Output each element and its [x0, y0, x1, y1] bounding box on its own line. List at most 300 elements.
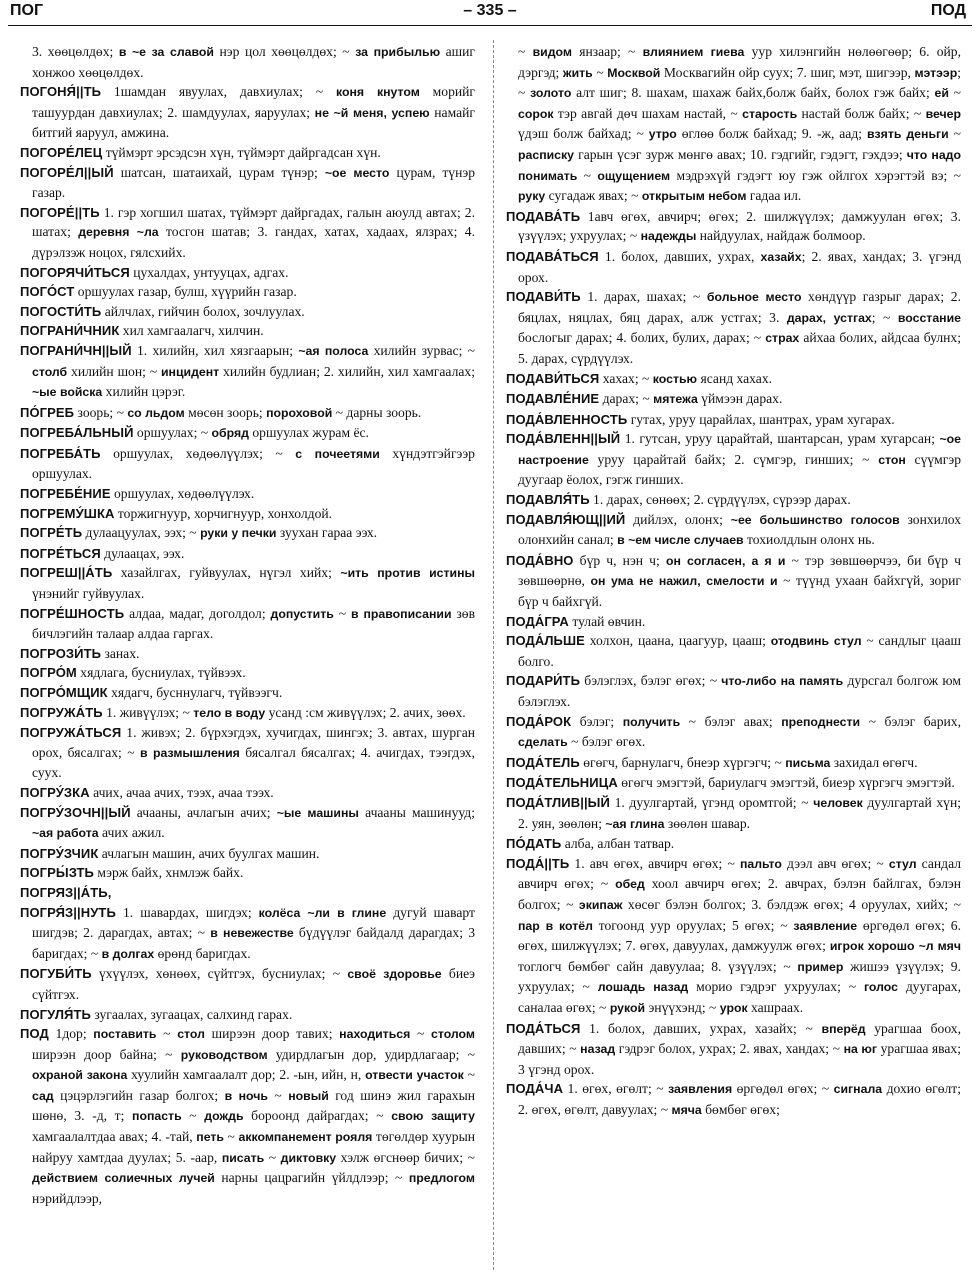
entry-headword: ПО́ГРЕБ: [20, 404, 75, 420]
entry-headword: ПОГРАНИ́ЧН||ЫЙ: [20, 342, 132, 358]
example-phrase: в ~ем числе случаев: [617, 533, 744, 548]
dictionary-entry: [506, 410, 961, 430]
example-phrase: что надо понимать: [518, 147, 961, 183]
example-phrase: руку: [518, 189, 546, 204]
dictionary-entry: [20, 341, 475, 403]
dictionary-entry: [506, 773, 961, 793]
dictionary-entry: [20, 1005, 475, 1025]
entry-text: зоорь; ~: [74, 404, 128, 420]
entry-text: зөв бичлэгийн талаар алдаа гаргах.: [32, 605, 475, 642]
entry-text: өрөнд баригдах.: [154, 945, 251, 961]
dictionary-entry: [20, 302, 475, 322]
entry-text: хэлж өгснөөр бичих; ~: [336, 1149, 475, 1165]
entry-text: өглөө болж байхад; 9. -ж, аад;: [676, 126, 867, 142]
entry-text: зугаалах, зугаацах, салхинд гарах.: [90, 1006, 293, 1022]
entry-text: 3. хөөцөлдөх;: [32, 44, 119, 59]
entry-text: ~: [518, 44, 533, 59]
example-phrase: сделать: [518, 735, 568, 750]
entry-headword: ПОГРУЖА́ТЬ: [20, 704, 103, 720]
entry-text: 1. авч өгөх, авчирч өгөх; ~: [569, 855, 740, 871]
entry-headword: ПОГРО́МЩИК: [20, 685, 108, 700]
entry-text: морио гэдрэг ухруулах; ~: [688, 979, 864, 995]
entry-headword: ПОДАРИ́ТЬ: [506, 673, 581, 689]
right-column: [506, 42, 961, 1276]
dictionary-entry: [506, 834, 961, 854]
example-phrase: ~ить против истины: [340, 566, 475, 581]
entry-headword: ПОДА́ВЛЕННОСТЬ: [506, 411, 628, 427]
example-phrase: инцидент: [160, 364, 220, 379]
entry-text: хилийн будлиан; 2. хилийн, хил хамгаалах;: [219, 363, 475, 379]
entry-text: жишээ үзүүлэх; 9. ухруулах; ~: [518, 958, 961, 995]
example-phrase: устгах: [833, 310, 872, 325]
page-header: [0, 0, 980, 26]
entry-text: тогоонд уур оруулах; 5 өгөх; ~: [592, 917, 794, 933]
entry-text: ~ дарны зоорь.: [332, 404, 422, 420]
entry-text: ачааны машинууд;: [358, 804, 475, 820]
example-phrase: ~ые машины: [276, 805, 359, 820]
entry-text: ясанд хахах.: [697, 370, 773, 386]
entry-text: Москвагийн ойр суух; 7. шиг, мэт, шигээр,: [660, 64, 915, 80]
example-phrase: пальто: [739, 856, 782, 871]
entry-headword: ПОДАВЛЕ́НИЕ: [506, 391, 600, 407]
entry-text: нэр цол хөөцөлдөх; ~: [213, 44, 356, 59]
example-phrase: стол: [177, 1027, 205, 1042]
entry-text: 1. болох, давших, ухрах,: [598, 248, 761, 264]
entry-text: үнэнийг гуйвуулах.: [32, 586, 145, 602]
entry-text: сандал авчирч өгөх; ~: [518, 855, 961, 892]
example-phrase: писать: [221, 1150, 265, 1165]
entry-headword: ПОДА́ВЛЕНН||ЫЙ: [506, 431, 621, 447]
dictionary-entry: [506, 551, 961, 612]
entry-text: тоглогч бөмбөг сайн давуулаа; 8. үзүүлэх; ~: [518, 958, 798, 974]
entry-text: биеэ сүйтгэх.: [32, 966, 475, 1002]
entry-text: урагшаа боох, давших; ~: [518, 1020, 961, 1057]
dictionary-entry: [506, 389, 961, 410]
entry-text: 1. шавардах, шигдэх;: [115, 904, 259, 920]
entry-text: 1. дарах, сөнөөх; 2. сүрдүүлэх, сүрээр дарах.: [589, 492, 851, 508]
entry-text: хоол авчирч өгөх; 2. авчрах, бэлэн байлгах, бэлэн болгох; ~: [518, 876, 961, 912]
entry-text: ~ сандлыг цааш болго.: [518, 633, 961, 669]
dictionary-entry: [20, 321, 475, 341]
entry-text: хөндүүр газрыг дарах; 2. бяцлах, няцлах, бяц дарах, алж устгах; 3.: [518, 289, 961, 325]
example-phrase: диктовку: [280, 1150, 337, 1165]
example-phrase: действием солиечных лучей: [32, 1171, 215, 1186]
entry-text: морийг ташуурдан давхиулах; 2. шамдуулах, яаруулах;: [32, 84, 475, 120]
entry-headword: ПОГУЛЯ́ТЬ: [20, 1006, 91, 1022]
entry-text: дуулгартай хүн; 2. уян, зөөлөн;: [518, 794, 961, 831]
entry-text: ~: [410, 1026, 431, 1042]
dictionary-entry: [20, 783, 475, 803]
entry-headword: ПОГРЕБА́ТЬ: [20, 445, 101, 461]
dictionary-entry: [20, 163, 475, 203]
entry-text: 1. гэр хогшил шатах, түймэрт дайргадах, галын аюулд автах; 2. шатах;: [32, 204, 475, 240]
example-phrase: голос: [863, 980, 898, 995]
entry-text: шатсан, шатаихай, цурам түнэр;: [113, 164, 325, 180]
header-rule: [8, 25, 972, 26]
example-phrase: ~ая полоса: [298, 343, 369, 358]
example-phrase: в ~е за славой: [118, 45, 214, 59]
entry-headword: ПОГРЕ́ТЬ: [20, 525, 83, 541]
entry-text: ~ түүнд ухаан байхгүй, зориг бүр ч байхгүй.: [518, 573, 961, 610]
entry-text: бороонд дайрагдах; ~: [243, 1108, 392, 1124]
entry-text: 1. живэх; 2. бүрхэгдэх, хучигдах, шингэх; 3. автах, шурган орох, бясалгах; ~: [32, 725, 475, 760]
entry-text: дугуй шаварт шигдэв; 2. дарагдах, автах; ~: [32, 904, 475, 941]
entry-text: 1. дуулгартай, үгэнд оромтгой; ~: [609, 794, 814, 810]
entry-text: тосгон шатав; 3. гандах, хатах, хадаах, ялзрах; 4. дүрэлзэж ноцох, гялсхийх.: [32, 224, 475, 260]
example-phrase: страх: [765, 331, 800, 346]
dictionary-entry: [506, 369, 961, 390]
dictionary-entry: [506, 247, 961, 287]
dictionary-entry: [506, 854, 961, 1019]
entry-headword: ПОГОРЕ́||ТЬ: [20, 204, 100, 220]
entry-text: 1. өгөх, өгөлт; ~: [563, 1081, 669, 1097]
dictionary-entry: [20, 544, 475, 564]
example-phrase: ~ое место: [324, 165, 390, 180]
entry-text: хуулийн хамгаалалт дор; 2. -ын, ийн, н,: [127, 1067, 366, 1083]
entry-text: гарын үсэг зурж мөнгө авах; 10. гэдгийг, гэдэгт, гэхдээ;: [574, 146, 907, 162]
entry-text: ширээн доор байна; ~: [32, 1046, 181, 1062]
example-phrase: пример: [797, 959, 844, 974]
example-phrase: стул: [888, 856, 917, 871]
entry-text: ~: [181, 1108, 205, 1124]
entry-text: бясалгал бясалгах; 4. ачигдах, тээгдэх, суух.: [32, 744, 475, 781]
dictionary-entry: [506, 207, 961, 247]
entry-text: энүүхэнд; ~: [645, 999, 720, 1015]
entry-headword: ПОГРУ́ЗЧИК: [20, 845, 99, 861]
entry-text: сугадаж явах; ~: [545, 188, 642, 204]
entry-text: ачих, ачаа ачих, тээх, ачаа тээх.: [89, 784, 274, 800]
example-phrase: отвести участок: [365, 1068, 464, 1083]
example-phrase: урок: [719, 1000, 748, 1015]
entry-text: айхаа болих, айдсаа булнх; 5. дарах, сүрдүүлэх.: [518, 330, 961, 366]
example-phrase: сигнала: [833, 1082, 883, 1097]
entry-text: ~ тэр зөвшөөрчээ, би бүр ч зөвшөөрнө,: [518, 552, 961, 589]
entry-headword: ПОД: [20, 1026, 49, 1042]
entry-headword: ПОГОРЕ́Л||ЫЙ: [20, 164, 114, 180]
example-phrase: игрок хорошо ~л мяч: [829, 939, 961, 954]
entry-text: дулаацуулах, ээх; ~: [82, 525, 201, 541]
entry-text: [826, 310, 833, 325]
entry-headword: ПОГРЫ́ЗТЬ: [20, 865, 94, 881]
entry-text: тохиолдлын олонх нь.: [743, 532, 875, 548]
dictionary-entry: [20, 844, 475, 864]
dictionary-entry: [506, 287, 961, 368]
example-phrase: свою защиту: [391, 1109, 475, 1124]
example-phrase: человек: [813, 795, 863, 810]
entry-text: 1. хилийн, хил хязгаарын;: [131, 342, 299, 358]
entry-text: ~: [333, 605, 351, 621]
entry-headword: ПОГРАНИ́ЧНИК: [20, 323, 120, 339]
dictionary-entry: [20, 403, 475, 424]
dictionary-entry: [20, 803, 475, 844]
entry-text: занах.: [101, 645, 140, 661]
dictionary-entry: [506, 429, 961, 490]
entry-headword: ПОДА́ТЛИВ||ЫЙ: [506, 794, 610, 810]
dictionary-entry: [20, 964, 475, 1004]
entry-text: төгөлдөр хуурын найруу хамтдаа дуулах; 5. -аар,: [32, 1129, 475, 1165]
example-phrase: мятежа: [653, 392, 698, 407]
entry-headword: ПОГОРЯЧИ́ТЬСЯ: [20, 264, 130, 280]
example-phrase: назад: [580, 1042, 616, 1057]
example-phrase: руки у печки: [200, 526, 277, 541]
entry-text: ~: [577, 167, 598, 183]
example-phrase: заявление: [793, 918, 858, 933]
entry-text: бөмбөг өгөх;: [701, 1101, 780, 1117]
example-phrase: Москвой: [607, 65, 661, 80]
entry-text: зуухан гараа ээх.: [276, 525, 378, 541]
entry-text: зонхилох олонхийн санал;: [518, 511, 961, 548]
entry-text: год шинэ жил гарахын шөнө, 3. -д, т;: [32, 1087, 475, 1124]
example-phrase: экипаж: [578, 897, 623, 912]
entry-text: хядагч, бусннулагч, түйвээгч.: [107, 685, 283, 700]
entry-headword: ПО́ДАТЬ: [506, 836, 562, 852]
entry-headword: ПОДАВА́ТЬ: [506, 208, 581, 224]
example-phrase: деревня ~ла: [78, 225, 159, 240]
entry-headword: ПОГОНЯ́||ТЬ: [20, 84, 102, 100]
example-phrase: ~ая глина: [605, 816, 665, 831]
example-phrase: получить: [622, 714, 681, 729]
example-phrase: золото: [530, 86, 572, 101]
entry-text: оршуулах, хөдөөлүүлэх; ~: [100, 445, 296, 461]
entry-text: нарны цацрагийн үйлдлээр; ~: [214, 1170, 409, 1186]
entry-text: мэдрэхүй гэдэгт юу гэж ойлгох хэрэгтэй вэ; ~: [670, 167, 961, 183]
entry-headword: ПОГРУЖА́ТЬСЯ: [20, 725, 122, 741]
entry-text: нэрийдлээр,: [32, 1190, 103, 1206]
entry-text: дарах; ~: [599, 391, 654, 407]
entry-text: ачааны, ачлагын ачих;: [130, 804, 277, 820]
example-phrase: дарах,: [786, 310, 827, 325]
entry-headword: ПОГРЕМУ́ШКА: [20, 505, 115, 521]
entry-text: ; 2. явах, хандах; 3. үгэнд орох.: [518, 248, 961, 285]
dictionary-entry: [506, 712, 961, 753]
example-phrase: видом: [532, 45, 572, 59]
dictionary-entry: [506, 1079, 961, 1120]
entry-text: дуугарах, саналаа өгөх; ~: [518, 979, 961, 1015]
entry-text: 1. дарах, шахах; ~: [580, 289, 707, 305]
dictionary-entry: [506, 1019, 961, 1080]
entry-text: дээл авч өгөх; ~: [781, 855, 889, 871]
entry-headword: ПОДАВА́ТЬСЯ: [506, 248, 599, 264]
entry-text: гадаа ил.: [746, 188, 802, 204]
entry-text: найдуулах, найдаж болмоор.: [696, 228, 866, 244]
entry-headword: ПОГРУ́ЗКА: [20, 784, 90, 800]
entry-headword: ПОГОСТИ́ТЬ: [20, 303, 102, 319]
entry-text: ~: [264, 1149, 281, 1165]
entry-text: ~: [592, 64, 608, 80]
entry-text: гэдрэг болох, ухрах; 2. явах, хандах; ~: [615, 1041, 844, 1057]
entry-text: ~: [948, 126, 961, 142]
dictionary-entry: [20, 883, 475, 903]
entry-text: дулаацах, ээх.: [100, 545, 185, 561]
entry-text: өргөдөл өгөх; 6. өгөх, шилжүүлэх; 7. өгөх, давуулах, дамжуулж өгөх;: [518, 917, 961, 954]
header-left-guideword: ПОГ: [10, 2, 44, 19]
left-column: [20, 42, 475, 1276]
example-phrase: хазайх: [760, 249, 802, 264]
entry-text: ачлагын машин, ачих буулгах машин.: [98, 845, 320, 861]
entry-text: оршуулах, хөдөөлүүлэх.: [110, 486, 255, 502]
example-phrase: ощущением: [597, 168, 671, 183]
entry-text: удирдлагын дор, удирдлагаар; ~: [267, 1046, 475, 1062]
example-phrase: аккомпанемент рояля: [238, 1130, 373, 1145]
example-phrase: вечер: [925, 106, 961, 121]
entry-text: 1шамдан явуулах, давхиулах; ~: [101, 84, 336, 100]
entry-text: бэлэг;: [571, 713, 623, 729]
dictionary-entry: [20, 423, 475, 444]
example-phrase: пар в котёл: [518, 918, 593, 933]
entry-headword: ПОДАВЛЯ́ТЬ: [506, 492, 590, 508]
entry-text: дурсгал болгож юм бэлэглэх.: [518, 673, 961, 709]
entry-text: 1. болох, давших, ухрах, хазайх; ~: [580, 1020, 822, 1036]
entry-text: ~ бэлэг барих,: [860, 713, 961, 729]
example-phrase: стон: [878, 452, 906, 467]
entry-text: ; ~: [871, 309, 898, 325]
entry-headword: ПОГРУ́ЗОЧН||ЫЙ: [20, 804, 131, 820]
entry-text: уруу царайтай байх; 2. сүмгэр, гинших; ~: [588, 451, 879, 467]
dictionary-entry: [506, 510, 961, 551]
example-phrase: преподнести: [781, 714, 861, 729]
entry-text: ашиг хонжоо хөөцөлдөх.: [32, 44, 475, 80]
example-phrase: мэтээр: [914, 65, 958, 80]
entry-text: үймээн дарах.: [697, 391, 783, 407]
example-phrase: рукой: [609, 1000, 646, 1015]
entry-text: сүүмгэр дуугаар ёолох, гэгж гинших.: [518, 451, 961, 488]
example-phrase: в правописании: [350, 606, 452, 621]
entry-text: хүндэтгэйгээр оршуулах.: [32, 445, 475, 482]
entry-headword: ПОГРЕБА́ЛЬНЫЙ: [20, 425, 134, 441]
example-phrase: отодвинь стул: [770, 634, 862, 649]
example-phrase: в размышления: [140, 745, 240, 760]
entry-text: торжигнуур, хорчигнуур, хонхолдой.: [114, 505, 333, 521]
dictionary-entry: [506, 753, 961, 774]
entry-text: хашраах.: [747, 999, 804, 1015]
entry-text: 1. гутсан, уруу царайтай, шантарсан, урам хугарсан;: [620, 431, 940, 447]
entry-headword: ПОДА́РОК: [506, 713, 572, 729]
example-phrase: в невежестве: [210, 926, 294, 941]
entry-text: хилийн зурвас; ~: [368, 342, 475, 358]
example-phrase: ~ая работа: [32, 826, 99, 841]
example-phrase: влиянием гиева: [642, 45, 745, 59]
example-phrase: дождь: [204, 1109, 244, 1124]
example-phrase: больное место: [706, 290, 802, 305]
entry-text: түймэрт эрсэдсэн хүн, түймэрт дайргадсан хүн.: [102, 144, 381, 160]
entry-text: хамгаалалтдаа авах; 4. -тай,: [32, 1129, 197, 1145]
dictionary-entry: [20, 1024, 475, 1208]
example-phrase: тело в воду: [193, 705, 266, 720]
entry-headword: ПОГРЯ́З||НУТЬ: [20, 904, 116, 920]
example-phrase: расписку: [518, 147, 575, 162]
column-divider: [493, 40, 494, 1270]
entry-text: өргөдөл өгөх; ~: [732, 1081, 834, 1097]
dictionary-entry: [20, 683, 475, 703]
example-phrase: костью: [652, 371, 698, 386]
entry-text: ~: [156, 1026, 178, 1042]
example-phrase: надежды: [640, 229, 697, 244]
dictionary-entry: [20, 903, 475, 965]
entry-text: гутах, уруу царайлах, шантрах, урам хугарах.: [627, 411, 895, 427]
entry-text: оршуулах газар, булш, хүүрийн газар.: [74, 284, 297, 300]
entry-text: цурам, түнэр газар.: [32, 164, 475, 201]
example-phrase: вперёд: [821, 1021, 866, 1036]
entry-headword: ПОДА́ЧА: [506, 1081, 564, 1097]
page-number: – 335 –: [463, 2, 517, 19]
example-phrase: что-либо на память: [721, 674, 844, 689]
example-phrase: поставить: [93, 1027, 157, 1042]
example-phrase: за прибылью: [355, 45, 441, 59]
entry-headword: ПОГУБИ́ТЬ: [20, 966, 92, 982]
example-phrase: заявления: [668, 1082, 733, 1097]
example-phrase: столб: [32, 364, 68, 379]
entry-text: алба, албан татвар.: [561, 836, 675, 852]
entry-text: бэлэглэх, бэлэг өгөх; ~: [580, 673, 722, 689]
dictionary-entry: [506, 612, 961, 632]
entry-text: хөсөг бэлэн болгох; 3. бэлдэж өгөх; 4 оруулах, хийх; ~: [622, 896, 961, 912]
dictionary-entry: [20, 523, 475, 544]
dictionary-entry: [20, 663, 475, 683]
entry-text: хазайлгах, гуйвуулах, нүгэл хийх;: [112, 565, 341, 581]
example-phrase: ей: [934, 86, 949, 101]
entry-text: мэрж байх, хнмлэж байх.: [93, 865, 244, 881]
example-phrase: лошадь назад: [597, 980, 689, 995]
entry-text: өгөгч эмэгтэй, бариулагч эмэгтэй, биеэр хүргэгч эмэгтэй.: [617, 775, 955, 791]
entry-text: усанд :см живүүлэх; 2. ачих, зөөх.: [265, 704, 466, 720]
entry-text: дохио өгөлт; 2. өгөх, өгөлт, давуулах; ~: [518, 1081, 961, 1117]
entry-headword: ПОДА́ГРА: [506, 613, 569, 629]
entry-text: алт шиг; 8. шахам, шахаж байх,болж байх, болох гэж байх;: [571, 85, 935, 101]
example-phrase: он согласен, а я и: [665, 553, 786, 568]
dictionary-entry: [20, 723, 475, 783]
dictionary-entry: [20, 444, 475, 484]
entry-headword: ПОДА́ВНО: [506, 552, 574, 568]
entry-text: уур хилэнгийн нөлөөгөөр; 6. ойр, дэргэд;: [518, 44, 961, 80]
entry-text: мөсөн зоорь;: [184, 404, 267, 420]
example-phrase: ~ее большинство голосов: [730, 512, 900, 527]
example-phrase: колёса ~ли в глине: [258, 905, 387, 920]
example-phrase: со льдом: [127, 405, 185, 420]
example-phrase: попасть: [132, 1109, 182, 1124]
entry-text: бүдүүлэг байдалд дарагдах; 3 баригдах; ~: [32, 925, 475, 961]
entry-headword: ПОДА́ЛЬШЕ: [506, 633, 585, 649]
example-phrase: на юг: [843, 1042, 878, 1057]
entry-text: бослогыг дарах; 4. болих, булих, дарах; ~: [518, 330, 766, 346]
entry-text: 1авч өгөх, авчирч; өгөх; 2. шилжүүлэх; дамжуулан өгөх; 3. үзүүлэх; ухруулах; ~: [518, 208, 961, 244]
entry-text: ачих ажил.: [98, 825, 165, 841]
entry-text: хилийн шон; ~: [67, 363, 161, 379]
entry-text: үхүүлэх, хөнөөх, сүйтгэх, бусниулах; ~: [91, 966, 348, 982]
dictionary-entry: [20, 282, 475, 302]
entry-text: ~: [463, 1067, 475, 1083]
dictionary-entry: [506, 631, 961, 671]
example-phrase: открытым небом: [641, 189, 747, 204]
entry-headword: ПОДАВИ́ТЬ: [506, 289, 581, 305]
entry-text: намайг битгий яаруул, амжина.: [32, 104, 475, 141]
dictionary-entry: [506, 490, 961, 510]
entry-text: дийлэх, олонх;: [625, 511, 731, 527]
dictionary-entry: [20, 703, 475, 724]
entry-text: айлчлах, гийчин болох, зочлуулах.: [101, 303, 305, 319]
entry-text: тулай өвчин.: [568, 613, 646, 629]
entry-headword: ПОДАВИ́ТЬСЯ: [506, 370, 600, 386]
example-phrase: не ~й меня, успею: [314, 105, 430, 120]
entry-headword: ПОГОРЕ́ЛЕЦ: [20, 144, 103, 160]
example-phrase: старость: [742, 106, 798, 121]
dictionary-entry: [20, 563, 475, 603]
entry-text: бүр ч, нэн ч;: [573, 552, 666, 568]
entry-text: оршуулах; ~: [133, 425, 212, 441]
example-phrase: ~ое настроение: [518, 432, 961, 467]
entry-text: тэр авгай дөч шахам настай, ~: [553, 105, 743, 121]
example-phrase: взять деньги: [866, 127, 949, 142]
entry-headword: ПОГРЕБЕ́НИЕ: [20, 486, 111, 502]
